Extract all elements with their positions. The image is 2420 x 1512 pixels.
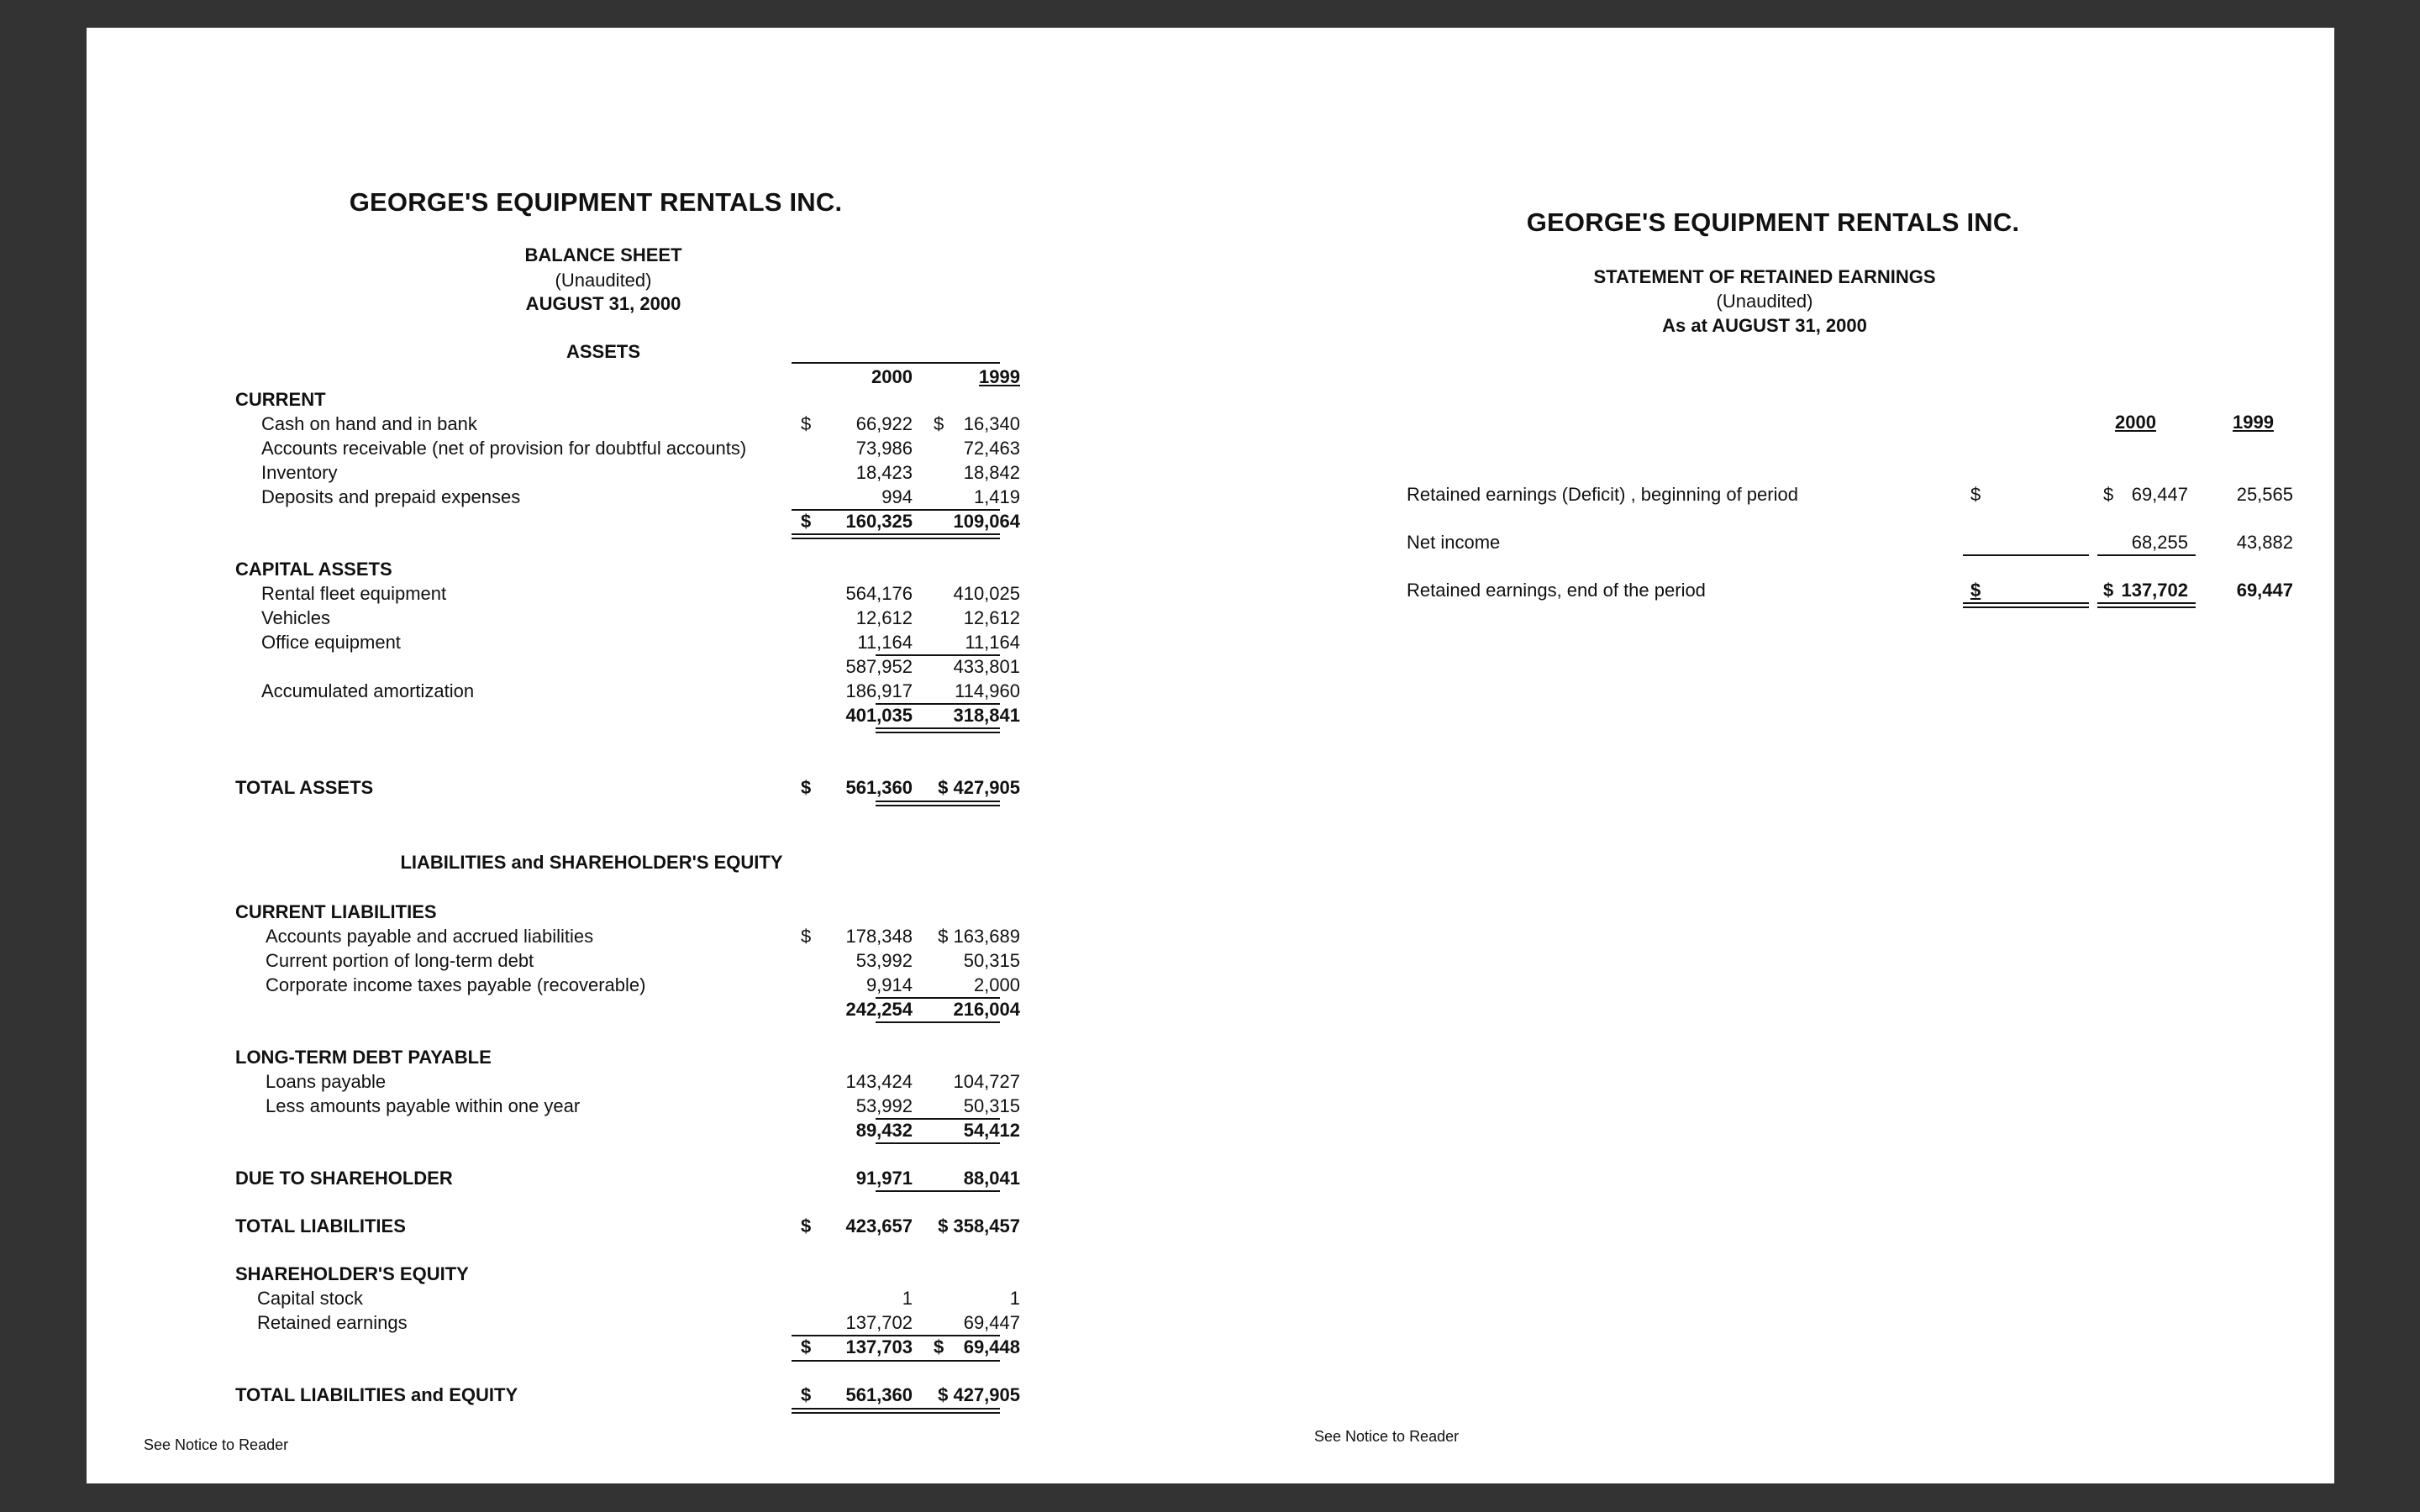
currency-symbol: $ — [801, 1336, 812, 1357]
due-to-shareholder-label: DUE TO SHAREHOLDER — [235, 1168, 453, 1189]
due-to-shareholder-2000: 91,971 — [855, 1168, 913, 1189]
subtotal-rule — [876, 1142, 1000, 1144]
company-name: GEORGE'S EQUIPMENT RENTALS INC. — [1526, 207, 2020, 237]
line-item-1999: 410,025 — [953, 583, 1020, 604]
line-item-1999: 16,340 — [963, 413, 1020, 434]
line-item-1999: 12,612 — [963, 607, 1020, 628]
assets-heading: ASSETS — [566, 341, 641, 362]
line-item-1999: 114,960 — [955, 680, 1020, 701]
company-name: GEORGE'S EQUIPMENT RENTALS INC. — [349, 187, 843, 217]
line-item-1999: 104,727 — [953, 1071, 1020, 1092]
line-item-label: Net income — [1407, 532, 1501, 553]
double-rule — [2097, 602, 2196, 608]
column-header-2000: 2000 — [871, 366, 913, 387]
line-item-label: Retained earnings (Deficit) , beginning of period — [1407, 484, 1798, 505]
column-header-1999: 1999 — [979, 366, 1020, 387]
line-item-1999: 50,315 — [963, 950, 1020, 971]
line-item-label: Loans payable — [266, 1071, 387, 1092]
currency-symbol: $ — [801, 926, 812, 947]
line-item-2000: 11,164 — [857, 632, 913, 653]
current-total-2000: 160,325 — [845, 511, 913, 532]
line-item-2000: 143,424 — [845, 1071, 913, 1092]
line-item-1999: 50,315 — [963, 1095, 1020, 1116]
capital-net-2000: 401,035 — [845, 705, 913, 726]
column-header-rule — [792, 362, 1000, 364]
total-liabilities-equity-label: TOTAL LIABILITIES and EQUITY — [235, 1384, 518, 1405]
long-term-debt-heading: LONG-TERM DEBT PAYABLE — [235, 1047, 492, 1068]
currency-symbol: $ — [2103, 484, 2114, 505]
line-item-2000: 12,612 — [855, 607, 913, 628]
line-item-label: Accounts payable and accrued liabilities — [266, 926, 594, 947]
line-item-1999: 43,882 — [2236, 532, 2293, 553]
liabilities-heading: LIABILITIES and SHAREHOLDER'S EQUITY — [400, 852, 783, 873]
currency-symbol: $ — [934, 1336, 944, 1357]
line-item-label: Retained earnings, end of the period — [1407, 580, 1706, 601]
equity-total-1999: 69,448 — [963, 1336, 1020, 1357]
line-item-2000: 53,992 — [855, 1095, 913, 1116]
end-of-period-1999: 69,447 — [2236, 580, 2293, 601]
line-item-label: Vehicles — [261, 607, 330, 628]
currency-symbol: $ — [801, 1384, 812, 1405]
line-item-2000: 68,255 — [2131, 532, 2188, 553]
total-assets-2000: 561,360 — [845, 777, 913, 798]
line-item-label: Deposits and prepaid expenses — [261, 486, 521, 507]
current-liabilities-total-2000: 242,254 — [845, 999, 913, 1020]
currency-symbol: $ — [801, 777, 812, 798]
currency-symbol: $ — [934, 413, 944, 434]
currency-symbol: $ — [1970, 580, 1981, 601]
line-item-1999: 2,000 — [973, 974, 1020, 995]
retained-earnings-title: STATEMENT OF RETAINED EARNINGS — [1593, 266, 1936, 287]
line-item-2000: 137,702 — [845, 1312, 913, 1333]
balance-sheet-title: BALANCE SHEET — [524, 244, 682, 265]
total-liabilities-equity-2000: 561,360 — [845, 1384, 913, 1405]
current-total-1999: 109,064 — [953, 511, 1020, 532]
long-term-debt-total-1999: 54,412 — [963, 1120, 1020, 1141]
retained-earnings-subtitle: (Unaudited) — [1716, 291, 1813, 312]
capital-subtotal-2000: 587,952 — [845, 656, 913, 677]
line-item-label: Current portion of long-term debt — [266, 950, 534, 971]
line-item-1999: 69,447 — [963, 1312, 1020, 1333]
line-item-1999: 1,419 — [973, 486, 1020, 507]
current-liabilities-heading: CURRENT LIABILITIES — [235, 901, 437, 922]
currency-symbol: $ — [801, 1215, 812, 1236]
line-item-2000: 564,176 — [845, 583, 913, 604]
currency-symbol: $ — [2103, 580, 2114, 601]
capital-subtotal-1999: 433,801 — [953, 656, 1020, 677]
footer-note: See Notice to Reader — [144, 1436, 289, 1453]
line-item-1999: 72,463 — [963, 438, 1020, 459]
currency-symbol: $ — [801, 511, 812, 532]
total-liabilities-equity-1999: $ 427,905 — [938, 1384, 1020, 1405]
current-liabilities-total-1999: 216,004 — [953, 999, 1020, 1020]
line-item-2000: 9,914 — [865, 974, 913, 995]
line-item-label: Accumulated amortization — [261, 680, 475, 701]
line-item-2000: 1 — [902, 1288, 913, 1309]
capital-assets-heading: CAPITAL ASSETS — [235, 559, 392, 580]
subtotal-rule — [1963, 554, 2089, 556]
total-liabilities-label: TOTAL LIABILITIES — [235, 1215, 406, 1236]
line-item-2000: 69,447 — [2131, 484, 2188, 505]
line-item-1999: 11,164 — [965, 632, 1020, 653]
line-item-2000: 73,986 — [855, 438, 913, 459]
line-item-label: Accounts receivable (net of provision for doubtful accounts) — [261, 438, 747, 459]
line-item-2000: 66,922 — [855, 413, 913, 434]
line-item-1999: 18,842 — [963, 462, 1020, 483]
balance-sheet-subtitle: (Unaudited) — [555, 270, 652, 291]
long-term-debt-total-2000: 89,432 — [855, 1120, 913, 1141]
line-item-2000: 53,992 — [855, 950, 913, 971]
line-item-label: Capital stock — [257, 1288, 363, 1309]
line-item-label: Inventory — [261, 462, 338, 483]
retained-earnings-date: As at AUGUST 31, 2000 — [1662, 315, 1867, 336]
double-rule — [792, 1408, 1000, 1414]
capital-net-1999: 318,841 — [953, 705, 1020, 726]
column-header-1999: 1999 — [2233, 412, 2274, 433]
subtotal-rule — [792, 1360, 1000, 1362]
line-item-2000: 994 — [881, 486, 913, 507]
subtotal-rule — [2097, 554, 2196, 556]
currency-symbol: $ — [1970, 484, 1981, 505]
line-item-label: Retained earnings — [257, 1312, 408, 1333]
line-item-2000: 18,423 — [855, 462, 913, 483]
total-liabilities-2000: 423,657 — [845, 1215, 913, 1236]
line-item-label: Corporate income taxes payable (recoverable) — [266, 974, 646, 995]
line-item-1999: 25,565 — [2236, 484, 2293, 505]
total-assets-label: TOTAL ASSETS — [235, 777, 374, 798]
column-header-2000: 2000 — [2115, 412, 2156, 433]
line-item-1999: 1 — [1009, 1288, 1020, 1309]
shareholders-equity-heading: SHAREHOLDER'S EQUITY — [235, 1263, 469, 1284]
line-item-2000: 186,917 — [845, 680, 913, 701]
document-page — [87, 28, 2334, 1483]
total-liabilities-1999: $ 358,457 — [938, 1215, 1020, 1236]
currency-symbol: $ — [801, 413, 812, 434]
line-item-label: Less amounts payable within one year — [266, 1095, 581, 1116]
balance-sheet-date: AUGUST 31, 2000 — [525, 293, 681, 314]
line-item-1999: $ 163,689 — [938, 926, 1020, 947]
double-rule — [876, 801, 1000, 806]
line-item-label: Office equipment — [261, 632, 401, 653]
footer-note: See Notice to Reader — [1314, 1428, 1460, 1445]
end-of-period-2000: 137,702 — [2121, 580, 2188, 601]
line-item-label: Rental fleet equipment — [261, 583, 447, 604]
due-to-shareholder-1999: 88,041 — [963, 1168, 1020, 1189]
line-item-2000: 178,348 — [845, 926, 913, 947]
subtotal-rule — [876, 1021, 1000, 1023]
total-assets-1999: $ 427,905 — [938, 777, 1020, 798]
equity-total-2000: 137,703 — [845, 1336, 913, 1357]
double-rule — [792, 533, 1000, 539]
double-rule — [876, 727, 1000, 733]
double-rule — [1963, 602, 2089, 608]
current-heading: CURRENT — [235, 389, 326, 410]
subtotal-rule — [876, 1190, 1000, 1192]
line-item-label: Cash on hand and in bank — [261, 413, 477, 434]
